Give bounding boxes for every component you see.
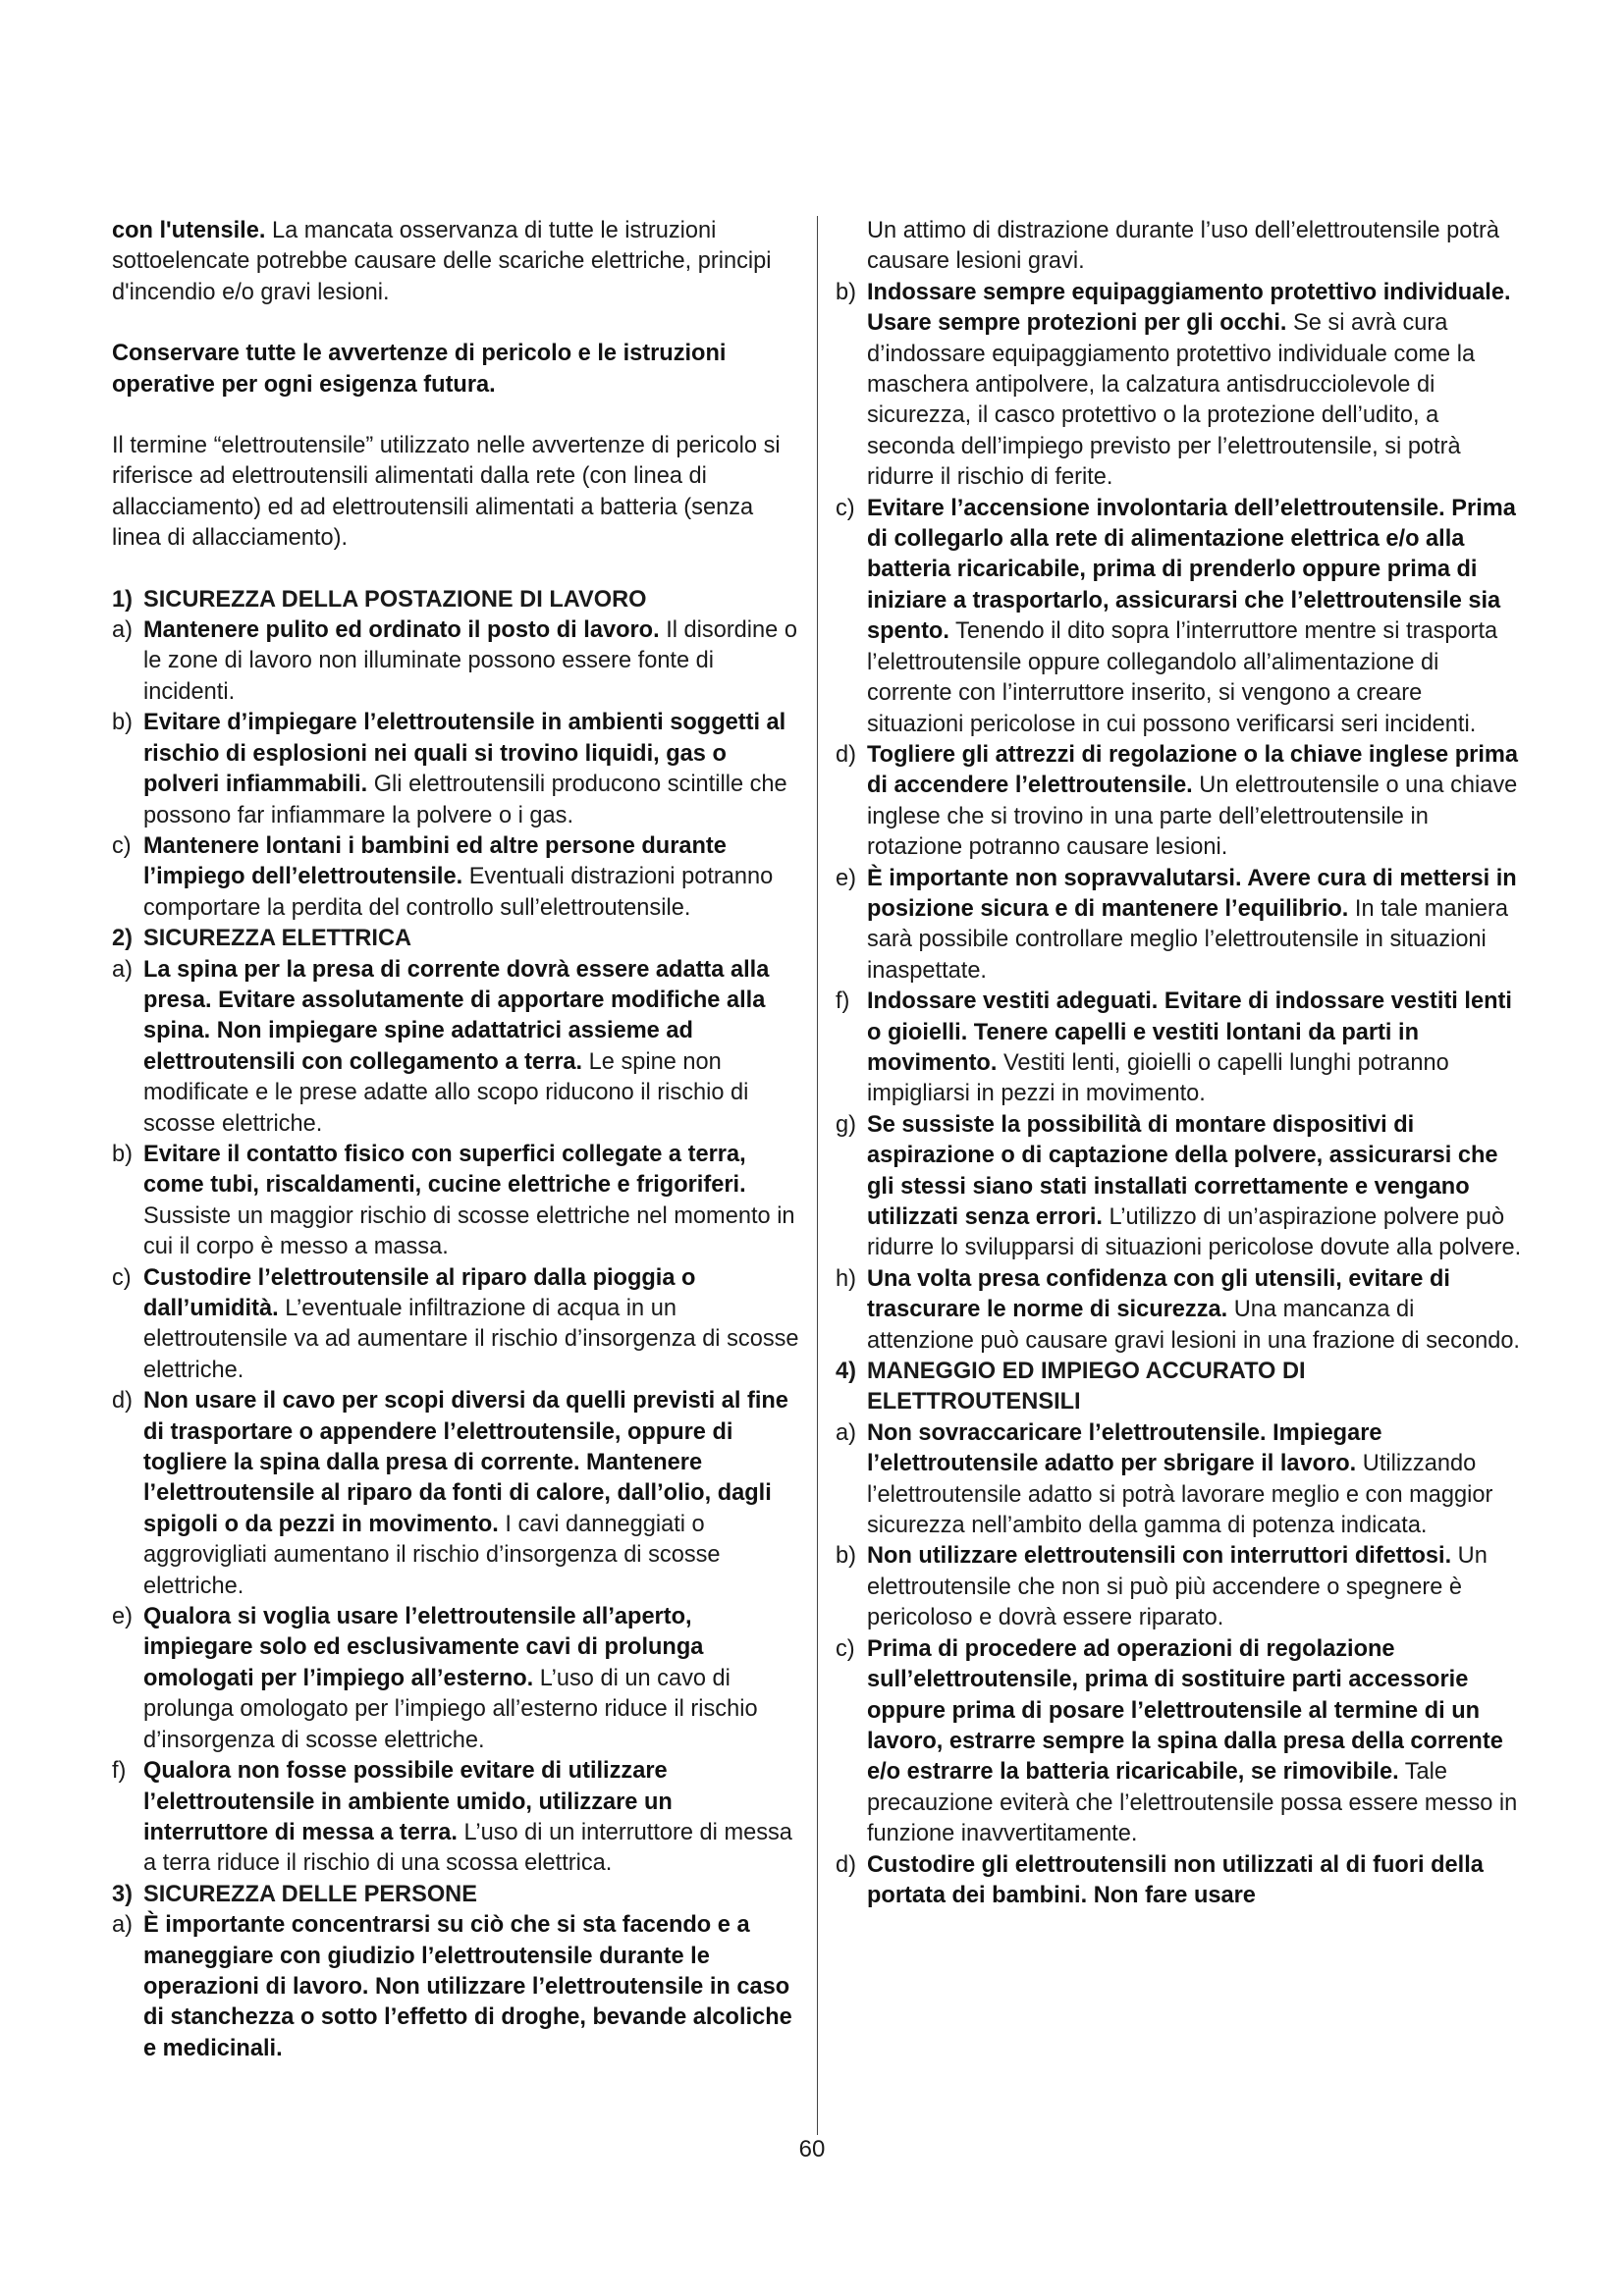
term-definition-paragraph: Il termine “elettroutensile” utilizzato nelle avvertenze di pericolo si riferisce ad elettroutensili alimentati dalla rete (con linea di allacciamento) ed ad elettroutensili alimentati a batteria (senza linea di allacciamento). xyxy=(112,433,781,552)
safety-item: e) Qualora si voglia usare l’elettroutensile all’aperto, impiegare solo ed esclusivamente cavi di prolunga omologati per l’impiego all’esterno. L’uso di un cavo di prolunga omologato per l’impiego all’esterno riduce il rischio d’insorgenza di scosse elettriche. xyxy=(112,1604,758,1753)
safety-item: b) Indossare sempre equipaggiamento protettivo individuale. Usare sempre protezioni per gli occhi. Se si avrà cura d’indossare equipaggiamento protettivo individuale come la maschera antipolvere, la calzatura antisdrucciolevole di sicurezza, il casco protettivo o la protezione dell’udito, a seconda dell’impiego previsto per l’elettroutensile, si potrà ridurre il rischio di ferite. xyxy=(836,279,1511,491)
section-heading-2: 2) SICUREZZA ELETTRICA xyxy=(112,926,412,952)
safety-item: f) Indossare vestiti adeguati. Evitare di indossare vestiti lenti o gioielli. Tenere capelli e vestiti lontani da parti in movimento. Vestiti lenti, gioielli o capelli lunghi potranno impigliarsi in pezzi in movimento. xyxy=(836,988,1512,1107)
safety-item: e) È importante non sopravvalutarsi. Avere cura di mettersi in posizione sicura e di mantenere l’equilibrio. In tale maniera sarà possibile controllare meglio l’elettroutensile in situazioni inaspettate. xyxy=(836,865,1517,984)
section-heading-1: 1) SICUREZZA DELLA POSTAZIONE DI LAVORO xyxy=(112,586,647,613)
safety-item: d) Non usare il cavo per scopi diversi da quelli previsti al fine di trasportare o appendere l’elettroutensile, oppure di togliere la spina dalla presa di corrente. Mantenere l’elettroutensile al riparo da fonti di calore, dall’olio, dagli spigoli o da pezzi in movimento. I cavi danneggiati o aggrovigliati aumentano il rischio d’insorgenza di scosse elettriche. xyxy=(112,1388,788,1599)
column-divider xyxy=(817,216,818,2135)
safety-item: d) Togliere gli attrezzi di regolazione o la chiave inglese prima di accendere l’elettroutensile. Un elettroutensile o una chiave inglese che si trovino in una parte dell’elettroutensile in rotazione potranno causare lesioni. xyxy=(836,741,1518,861)
page-number: 60 xyxy=(798,2136,826,2163)
continued-text: Un attimo di distrazione durante l’uso dell’elettroutensile potrà causare lesioni gravi. xyxy=(867,218,1499,275)
intro-paragraph: con l'utensile. La mancata osservanza di tutte le istruzioni sottoelencate potrebbe causare delle scariche elettriche, principi d'incendio e/o gravi lesioni. xyxy=(112,218,772,305)
safety-item: a) È importante concentrarsi su ciò che si sta facendo e a maneggiare con giudizio l’elettroutensile durante le operazioni di lavoro. Non utilizzare l’elettroutensile in caso di stanchezza o sotto l’effetto di droghe, bevande alcoliche e medicinali. xyxy=(112,1912,792,2061)
safety-item: b) Non utilizzare elettroutensili con interruttori difettosi. Un elettroutensile che non si può più accendere o spegnere è pericoloso e dovrà essere riparato. xyxy=(836,1543,1488,1631)
left-column xyxy=(112,216,799,2064)
safety-item: c) Prima di procedere ad operazioni di regolazione sull’elettroutensile, prima di sostituire parti accessorie oppure prima di posare l’elettroutensile al termine di un lavoro, estrarre sempre la spina dalla presa della corrente e/o estrarre la batteria ricaricabile, se rimovibile. Tale precauzione eviterà che l’elettroutensile possa essere messo in funzione inavvertitamente. xyxy=(836,1635,1518,1847)
safety-item: g) Se sussiste la possibilità di montare dispositivi di aspirazione o di captazione della polvere, assicurarsi che gli stessi siano stati installati correttamente e vengano utilizzati senza errori. L’utilizzo di un’aspirazione polvere può ridurre lo svilupparsi di situazioni pericolose dovute alla polvere. xyxy=(836,1111,1522,1261)
safety-item: c) Mantenere lontani i bambini ed altre persone durante l’impiego dell’elettroutensile. Eventuali distrazioni potranno comportare la perdita del controllo sull’elettroutensile. xyxy=(112,832,774,921)
right-column xyxy=(836,216,1523,1911)
safety-item: h) Una volta presa confidenza con gli utensili, evitare di trascurare le norme di sicurezza. Una mancanza di attenzione può causare gravi lesioni in una frazione di secondo. xyxy=(836,1265,1520,1354)
safety-item: f) Qualora non fosse possibile evitare di utilizzare l’elettroutensile in ambiente umido, utilizzare un interruttore di messa a terra. L’uso di un interruttore di messa a terra riduce il rischio di una scossa elettrica. xyxy=(112,1758,792,1877)
safety-item: a) Mantenere pulito ed ordinato il posto di lavoro. Il disordine o le zone di lavoro non illuminate possono essere fonte di incidenti. xyxy=(112,617,797,705)
safety-item: d) Custodire gli elettroutensili non utilizzati al di fuori della portata dei bambini. Non fare usare xyxy=(836,1851,1484,1908)
safety-item: a) La spina per la presa di corrente dovrà essere adatta alla presa. Evitare assolutamente di apportare modifiche alla spina. Non impiegare spine adattatrici assieme ad elettroutensili con collegamento a terra. Le spine non modificate e le prese adatte allo scopo riducono il rischio di scosse elettriche. xyxy=(112,956,770,1137)
safety-item: a) Non sovraccaricare l’elettroutensile. Impiegare l’elettroutensile adatto per sbrigare il lavoro. Utilizzando l’elettroutensile adatto si potrà lavorare meglio e con maggior sicurezza nell’ambito della gamma di potenza indicata. xyxy=(836,1419,1493,1539)
safety-item: c) Evitare l’accensione involontaria dell’elettroutensile. Prima di collegarlo alla rete di alimentazione elettrica e/o alla batteria ricaricabile, prima di prenderlo oppure prima di iniziare a trasportarlo, assicurarsi che l’elettroutensile sia spento. Tenendo il dito sopra l’interruttore mentre si trasporta l’elettroutensile oppure collegandolo all’alimentazione di corrente con l’interruttore inserito, si vengono a creare situazioni pericolose in cui possono verificarsi seri incidenti. xyxy=(836,495,1516,737)
safety-item: b) Evitare il contatto fisico con superfici collegate a terra, come tubi, riscaldamenti, cucine elettriche e frigoriferi. Sussiste un maggior rischio di scosse elettriche nel momento in cui il corpo è messo a massa. xyxy=(112,1141,795,1260)
section-heading-4: 4) MANEGGIO ED IMPIEGO ACCURATO DI ELETTROUTENSILI xyxy=(836,1359,1306,1415)
keep-instructions-notice: Conservare tutte le avvertenze di pericolo e le istruzioni operative per ogni esigenza futura. xyxy=(112,341,727,398)
section-heading-3: 3) SICUREZZA DELLE PERSONE xyxy=(112,1881,477,1907)
safety-item: c) Custodire l’elettroutensile al riparo dalla pioggia o dall’umidità. L’eventuale infiltrazione di acqua in un elettroutensile va ad aumentare il rischio d’insorgenza di scosse elettriche. xyxy=(112,1264,799,1383)
safety-item: b) Evitare d’impiegare l’elettroutensile in ambienti soggetti al rischio di esplosioni nei quali si trovino liquidi, gas o polveri infiammabili. Gli elettroutensili producono scintille che possono far infiammare la polvere o i gas. xyxy=(112,710,787,828)
